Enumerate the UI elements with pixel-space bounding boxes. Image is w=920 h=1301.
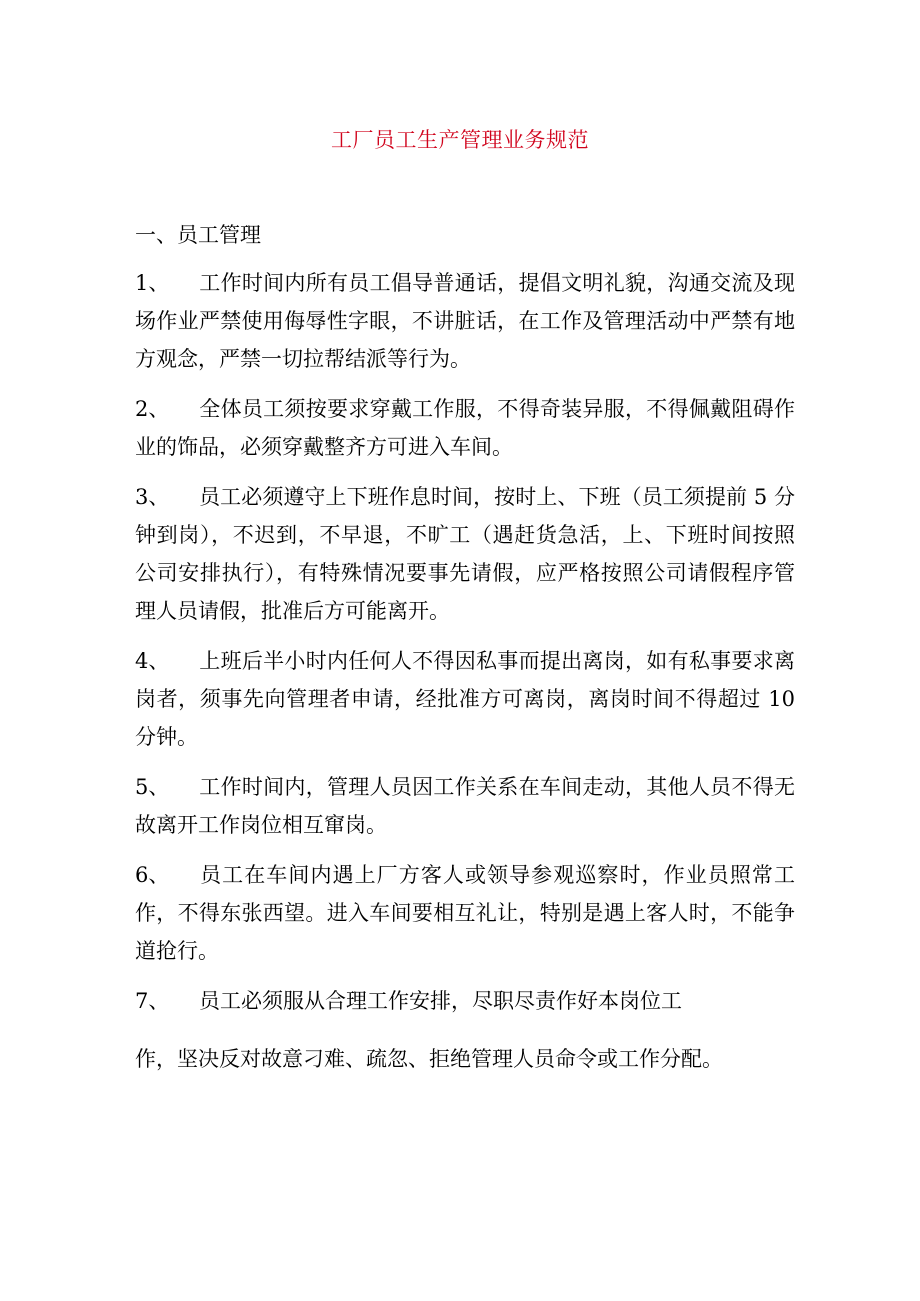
rule-number: 4、 — [135, 649, 170, 673]
rule-item-2 — [135, 390, 795, 466]
rule-text: 工作时间内，管理人员因工作关系在车间走动，其他人员不得无故离开工作岗位相互窜岗。 — [135, 775, 795, 837]
rule-text: 全体员工须按要求穿戴工作服，不得奇装异服，不得佩戴阻碍作业的饰品，必须穿戴整齐方可进入车间。 — [135, 397, 795, 459]
document-body — [135, 264, 795, 1090]
rule-number: 5、 — [135, 775, 170, 799]
rule-item-7 — [135, 982, 795, 1020]
rule-number: 3、 — [135, 485, 170, 509]
rule-item-3 — [135, 478, 795, 630]
rule-item-7-continuation: 作，坚决反对故意刁难、疏忽、拒绝管理人员命令或工作分配。 — [135, 1047, 723, 1071]
rule-number: 6、 — [135, 863, 170, 887]
rule-item-4 — [135, 642, 795, 756]
section-heading: 一、员工管理 — [135, 223, 261, 247]
rule-item-6 — [135, 856, 795, 970]
rule-text: 上班后半小时内任何人不得因私事而提出离岗，如有私事要求离岗者，须事先向管理者申请，经批准方可离岗，离岗时间不得超过 10 分钟。 — [135, 649, 795, 749]
rule-item-5 — [135, 768, 795, 844]
rule-number: 2、 — [135, 397, 170, 421]
rule-text: 工作时间内所有员工倡导普通话，提倡文明礼貌，沟通交流及现场作业严禁使用侮辱性字眼，不讲脏话，在工作及管理活动中严禁有地方观念，严禁一切拉帮结派等行为。 — [135, 271, 795, 371]
rule-text: 员工在车间内遇上厂方客人或领导参观巡察时，作业员照常工作，不得东张西望。进入车间要相互礼让，特别是遇上客人时，不能争道抢行。 — [135, 863, 795, 963]
rule-text: 员工必须服从合理工作安排，尽职尽责作好本岗位工 — [199, 989, 682, 1013]
rule-item-1 — [135, 264, 795, 378]
document-title: 工厂员工生产管理业务规范 — [331, 128, 589, 152]
rule-text: 员工必须遵守上下班作息时间，按时上、下班（员工须提前 5 分钟到岗），不迟到，不早退，不旷工（遇赶货急活，上、下班时间按照公司安排执行），有特殊情况要事先请假，应严格按照公司请假程序管理人员请假，批准后方可能离开。 — [135, 485, 795, 623]
rule-number: 7、 — [135, 989, 170, 1013]
rule-number: 1、 — [135, 271, 170, 295]
